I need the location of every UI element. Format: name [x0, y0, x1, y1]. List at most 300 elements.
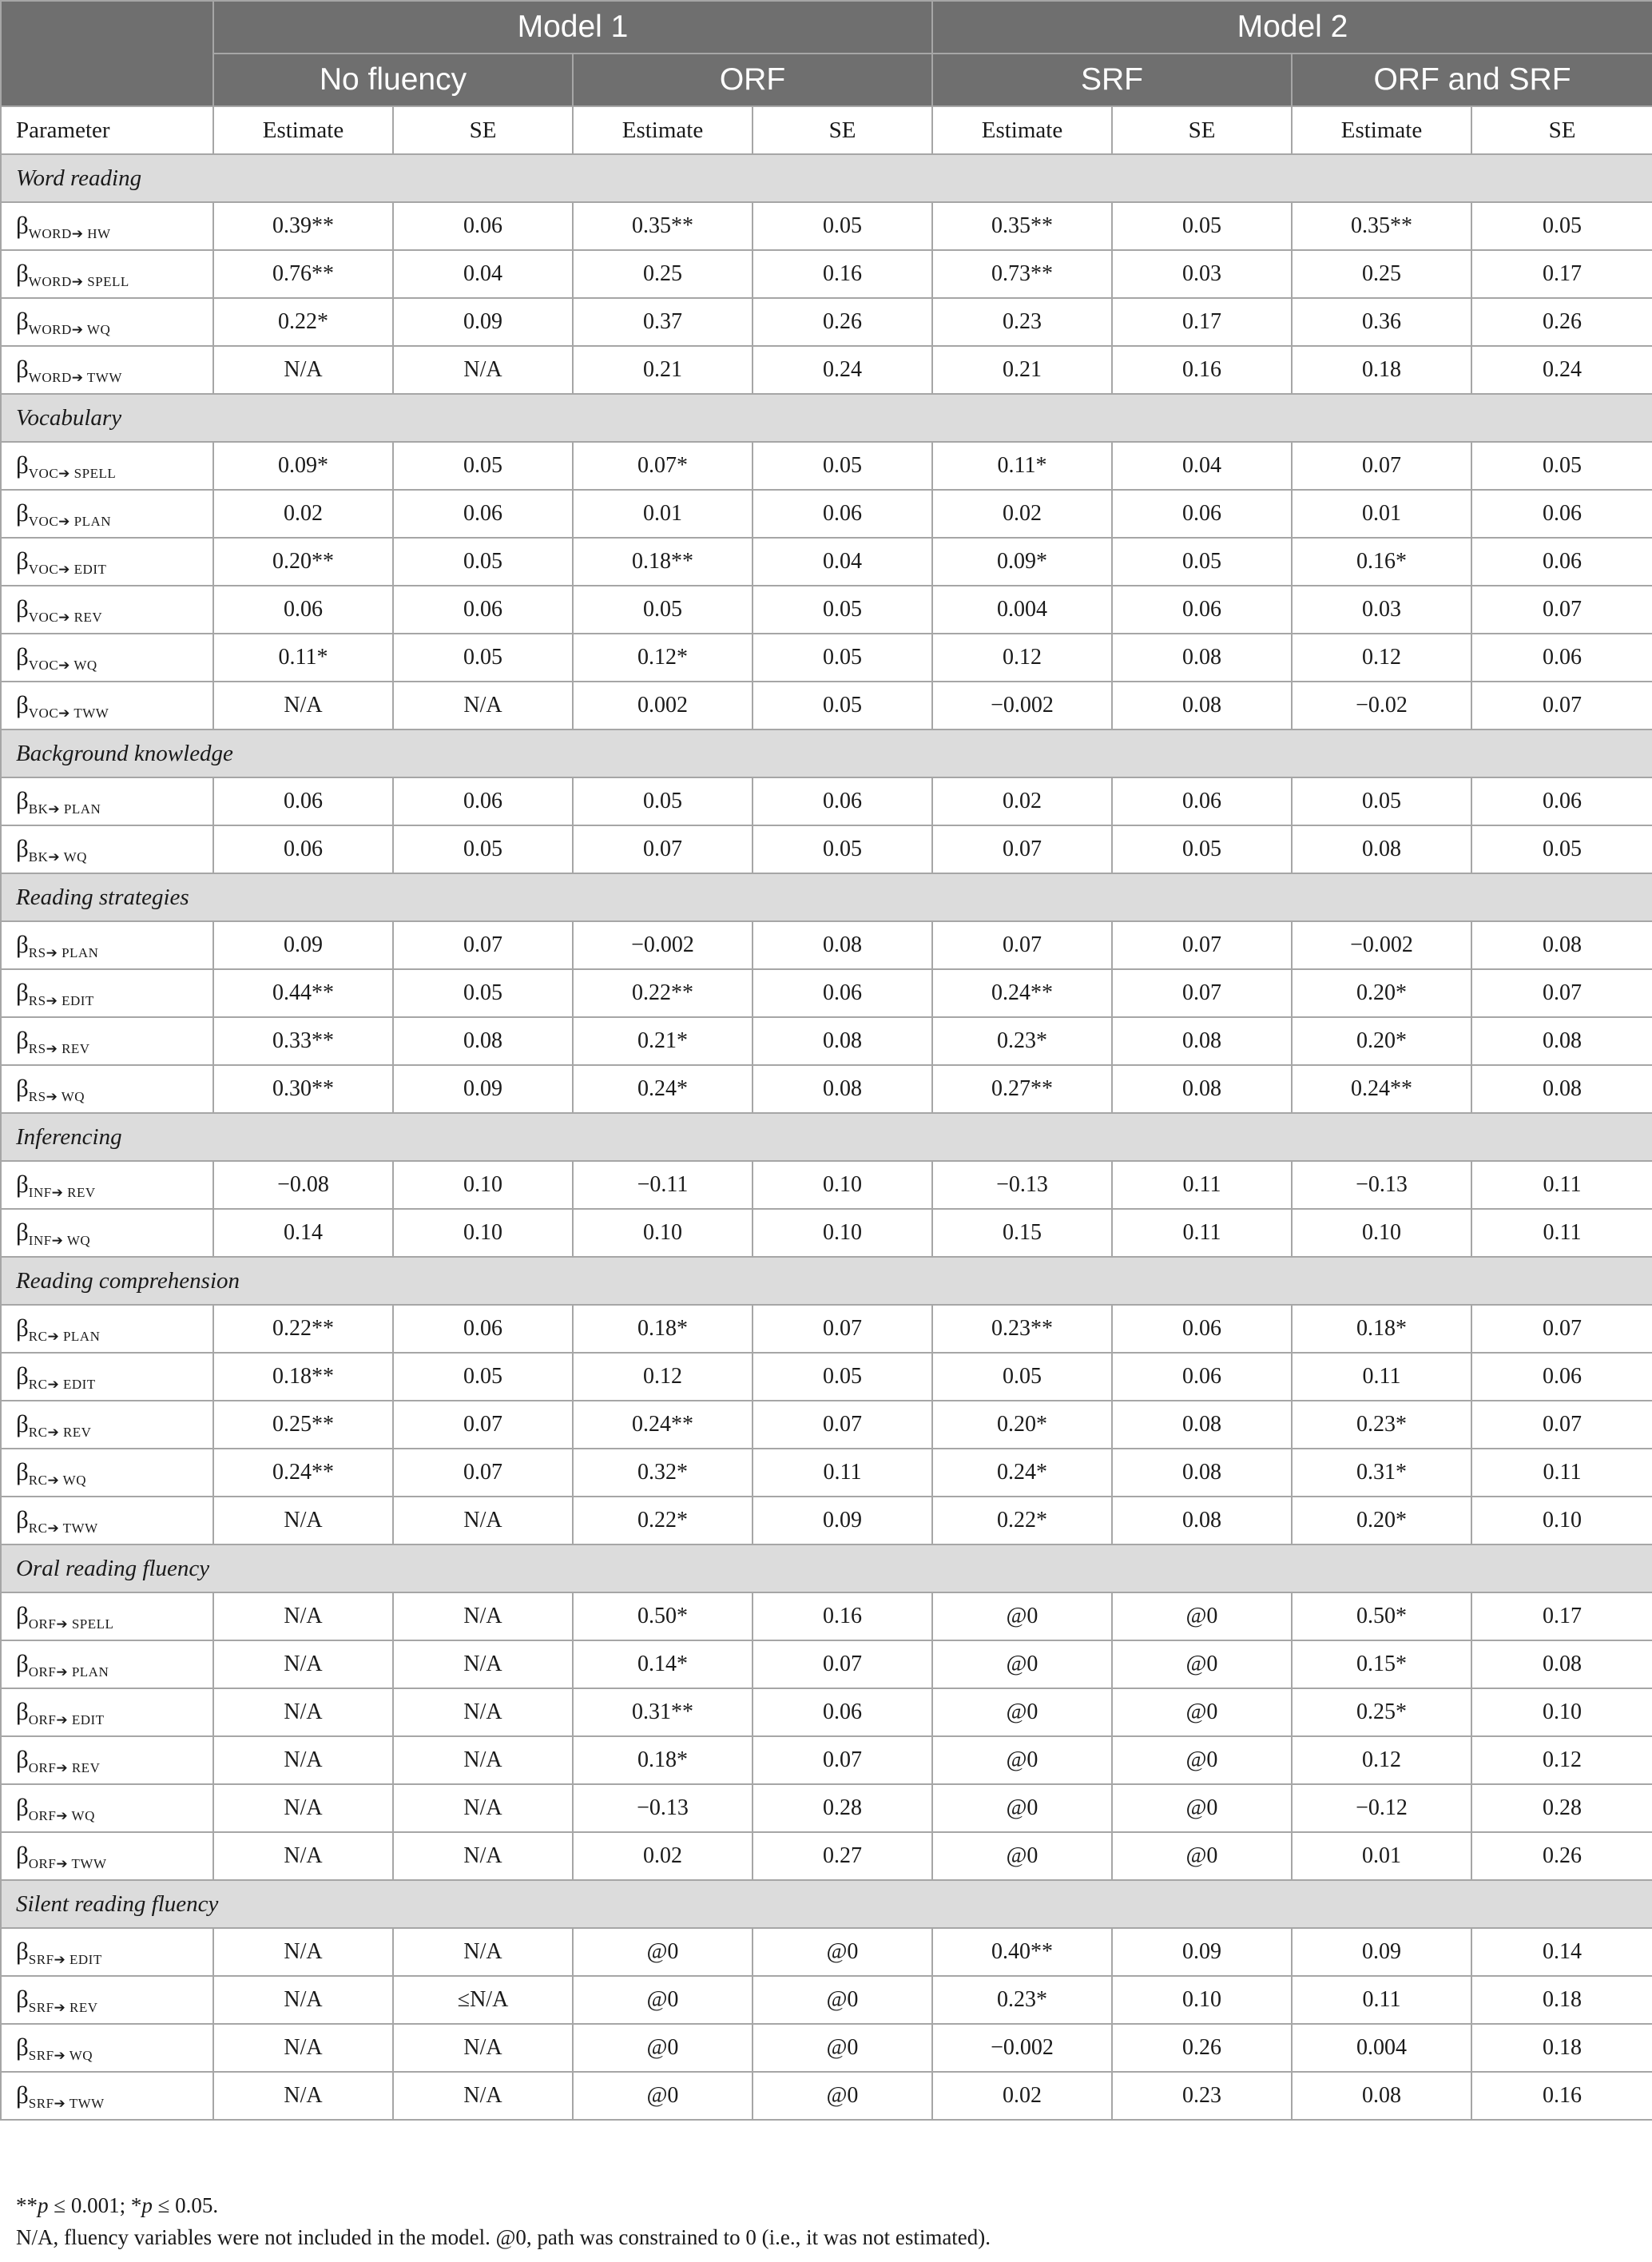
se-cell: 0.05 — [393, 538, 573, 586]
parameter-cell — [1, 634, 213, 682]
se-cell: @0 — [1112, 1640, 1292, 1688]
estimate-cell: 0.23 — [932, 298, 1112, 346]
se-cell: 0.07 — [1471, 1401, 1652, 1449]
section-row — [1, 1257, 1652, 1305]
beta-symbol: β — [16, 546, 29, 574]
table-row — [1, 2024, 1652, 2072]
model2-header: Model 2 — [932, 1, 1652, 54]
estimate-cell: −0.002 — [932, 2024, 1112, 2072]
path-subscript: SRF➔ EDIT — [28, 1951, 102, 1967]
path-subscript: ORF➔ PLAN — [28, 1664, 109, 1680]
se-cell: 0.08 — [393, 1017, 573, 1065]
se-cell: 0.10 — [1112, 1976, 1292, 2024]
estimate-cell: 0.39** — [213, 202, 393, 250]
estimate-cell: N/A — [213, 346, 393, 394]
parameter-cell — [1, 1065, 213, 1113]
beta-symbol: β — [16, 2080, 29, 2109]
path-subscript: SRF➔ TWW — [28, 2095, 105, 2111]
table-row — [1, 1688, 1652, 1736]
table-row — [1, 586, 1652, 634]
table-row — [1, 1449, 1652, 1497]
se-cell: 0.07 — [753, 1401, 932, 1449]
parameter-cell — [1, 1928, 213, 1976]
se-cell: N/A — [393, 1832, 573, 1880]
path-subscript: RC➔ REV — [28, 1424, 92, 1440]
parameter-cell — [1, 1736, 213, 1784]
beta-symbol: β — [16, 1409, 29, 1437]
se-cell: N/A — [393, 1640, 573, 1688]
se-cell: 0.09 — [753, 1497, 932, 1544]
section-row — [1, 394, 1652, 442]
se-cell: 0.06 — [1112, 777, 1292, 825]
estimate-cell: 0.12 — [1292, 1736, 1471, 1784]
estimate-cell: 0.02 — [932, 2072, 1112, 2120]
estimate-cell: −0.002 — [573, 921, 753, 969]
se-cell: 0.12 — [1471, 1736, 1652, 1784]
section-title: Reading comprehension — [1, 1257, 1652, 1305]
beta-symbol: β — [16, 1744, 29, 1773]
estimate-cell: −0.13 — [573, 1784, 753, 1832]
se-cell: 0.05 — [753, 586, 932, 634]
parameter-cell — [1, 1976, 213, 2024]
se-cell: 0.05 — [753, 442, 932, 490]
estimate-cell: 0.10 — [573, 1209, 753, 1257]
estimate-cell: 0.12 — [573, 1353, 753, 1401]
estimate-header: Estimate — [213, 106, 393, 154]
section-title: Silent reading fluency — [1, 1880, 1652, 1928]
se-cell: 0.06 — [393, 1305, 573, 1353]
estimate-cell: 0.23* — [1292, 1401, 1471, 1449]
estimate-cell: 0.22* — [213, 298, 393, 346]
se-cell: 0.26 — [753, 298, 932, 346]
estimate-cell: −0.11 — [573, 1161, 753, 1209]
se-cell: N/A — [393, 1928, 573, 1976]
estimate-cell: N/A — [213, 2072, 393, 2120]
estimate-cell: N/A — [213, 1736, 393, 1784]
se-cell: @0 — [1112, 1736, 1292, 1784]
se-cell: 0.05 — [1471, 825, 1652, 873]
se-cell: ≤N/A — [393, 1976, 573, 2024]
se-cell: 0.06 — [393, 202, 573, 250]
estimate-cell: 0.004 — [1292, 2024, 1471, 2072]
estimate-cell: −0.13 — [932, 1161, 1112, 1209]
se-cell: 0.11 — [1471, 1209, 1652, 1257]
se-cell: 0.06 — [1112, 586, 1292, 634]
estimate-cell: N/A — [213, 1497, 393, 1544]
se-cell: 0.07 — [753, 1305, 932, 1353]
table-row — [1, 1736, 1652, 1784]
table-row — [1, 969, 1652, 1017]
estimate-cell: 0.30** — [213, 1065, 393, 1113]
section-row — [1, 729, 1652, 777]
estimate-cell: 0.11* — [213, 634, 393, 682]
estimate-cell: 0.16* — [1292, 538, 1471, 586]
se-cell: 0.08 — [1112, 1065, 1292, 1113]
estimate-cell: −0.002 — [1292, 921, 1471, 969]
parameter-cell — [1, 298, 213, 346]
se-cell: 0.11 — [1471, 1161, 1652, 1209]
estimate-header: Estimate — [1292, 106, 1471, 154]
se-cell: 0.06 — [393, 586, 573, 634]
se-cell: @0 — [753, 2024, 932, 2072]
estimate-cell: 0.20* — [1292, 1497, 1471, 1544]
estimate-cell: 0.09 — [213, 921, 393, 969]
estimate-header: Estimate — [932, 106, 1112, 154]
estimate-cell: 0.02 — [213, 490, 393, 538]
column-header-row — [1, 106, 1652, 154]
footnote-significance: **p ≤ 0.001; *p ≤ 0.05. — [16, 2193, 219, 2217]
se-cell: 0.16 — [1471, 2072, 1652, 2120]
table-row — [1, 1161, 1652, 1209]
parameter-cell — [1, 1353, 213, 1401]
table-row — [1, 298, 1652, 346]
se-cell: 0.06 — [393, 490, 573, 538]
path-subscript: WORD➔ SPELL — [28, 273, 129, 289]
se-cell: 0.10 — [753, 1209, 932, 1257]
estimate-cell: 0.09 — [1292, 1928, 1471, 1976]
table-row — [1, 682, 1652, 729]
estimate-cell: N/A — [213, 1592, 393, 1640]
estimate-cell: 0.20* — [1292, 1017, 1471, 1065]
se-cell: 0.08 — [1471, 921, 1652, 969]
beta-symbol: β — [16, 642, 29, 670]
beta-symbol: β — [16, 1361, 29, 1389]
table-row — [1, 346, 1652, 394]
estimate-cell: 0.18** — [213, 1353, 393, 1401]
estimate-cell: 0.01 — [573, 490, 753, 538]
parameter-cell — [1, 2024, 213, 2072]
se-cell: 0.06 — [1471, 634, 1652, 682]
se-cell: 0.26 — [1112, 2024, 1292, 2072]
estimate-header: Estimate — [573, 106, 753, 154]
table-row — [1, 490, 1652, 538]
parameter-cell — [1, 1017, 213, 1065]
se-cell: 0.09 — [393, 298, 573, 346]
table-row — [1, 442, 1652, 490]
se-cell: N/A — [393, 1497, 573, 1544]
estimate-cell: 0.01 — [1292, 1832, 1471, 1880]
parameter-cell — [1, 202, 213, 250]
se-cell: N/A — [393, 2024, 573, 2072]
estimate-cell: 0.21 — [573, 346, 753, 394]
se-cell: 0.28 — [753, 1784, 932, 1832]
estimate-cell: 0.02 — [932, 777, 1112, 825]
estimate-cell: 0.20* — [932, 1401, 1112, 1449]
beta-symbol: β — [16, 1600, 29, 1629]
beta-symbol: β — [16, 306, 29, 335]
estimate-cell: 0.14 — [213, 1209, 393, 1257]
se-cell: 0.06 — [753, 777, 932, 825]
estimate-cell: 0.20** — [213, 538, 393, 586]
table-row — [1, 1784, 1652, 1832]
estimate-cell: 0.21 — [932, 346, 1112, 394]
estimate-cell: 0.05 — [1292, 777, 1471, 825]
estimate-cell: @0 — [932, 1688, 1112, 1736]
beta-symbol: β — [16, 1025, 29, 1054]
beta-symbol: β — [16, 1840, 29, 1869]
beta-symbol: β — [16, 1696, 29, 1725]
section-title: Inferencing — [1, 1113, 1652, 1161]
se-cell: 0.09 — [1112, 1928, 1292, 1976]
se-cell: @0 — [753, 1976, 932, 2024]
se-cell: 0.07 — [393, 1401, 573, 1449]
se-header: SE — [753, 106, 932, 154]
path-subscript: VOC➔ EDIT — [28, 561, 107, 577]
estimate-cell: 0.35** — [573, 202, 753, 250]
se-cell: N/A — [393, 346, 573, 394]
se-cell: 0.05 — [393, 442, 573, 490]
estimate-cell: 0.35** — [1292, 202, 1471, 250]
estimate-cell: 0.07 — [573, 825, 753, 873]
section-title: Oral reading fluency — [1, 1544, 1652, 1592]
footnote-abbreviations: N/A, fluency variables were not included in the model. @0, path was constrained to 0 (i.e., it was not estimated). — [16, 2225, 991, 2249]
estimate-cell: 0.07 — [1292, 442, 1471, 490]
beta-symbol: β — [16, 1217, 29, 1246]
se-cell: 0.16 — [753, 250, 932, 298]
estimate-cell: 0.24* — [573, 1065, 753, 1113]
path-subscript: VOC➔ SPELL — [28, 465, 117, 481]
estimate-cell: 0.15* — [1292, 1640, 1471, 1688]
estimate-cell: 0.06 — [213, 825, 393, 873]
se-cell: 0.17 — [1471, 1592, 1652, 1640]
path-subscript: RC➔ PLAN — [28, 1328, 101, 1344]
table-row — [1, 1353, 1652, 1401]
se-cell: 0.07 — [753, 1736, 932, 1784]
estimate-cell: 0.33** — [213, 1017, 393, 1065]
se-cell: @0 — [1112, 1688, 1292, 1736]
se-cell: N/A — [393, 2072, 573, 2120]
path-subscript: VOC➔ REV — [28, 609, 103, 625]
se-cell: 0.08 — [1112, 1449, 1292, 1497]
se-cell: 0.07 — [393, 921, 573, 969]
se-cell: 0.26 — [1471, 298, 1652, 346]
path-subscript: VOC➔ WQ — [28, 657, 97, 673]
se-cell: N/A — [393, 1592, 573, 1640]
estimate-cell: 0.05 — [573, 586, 753, 634]
se-cell: 0.08 — [753, 1065, 932, 1113]
estimate-cell: 0.31** — [573, 1688, 753, 1736]
beta-symbol: β — [16, 1984, 29, 2013]
beta-symbol: β — [16, 929, 29, 958]
se-cell: 0.08 — [1112, 1497, 1292, 1544]
se-cell: 0.10 — [1471, 1688, 1652, 1736]
group-header-row — [1, 54, 1652, 106]
path-subscript: INF➔ REV — [28, 1184, 96, 1200]
se-cell: 0.06 — [753, 490, 932, 538]
estimate-cell: N/A — [213, 2024, 393, 2072]
table-row — [1, 1401, 1652, 1449]
estimate-cell: 0.27** — [932, 1065, 1112, 1113]
se-cell: 0.07 — [1112, 921, 1292, 969]
estimate-cell: 0.02 — [573, 1832, 753, 1880]
path-subscript: WORD➔ HW — [28, 225, 111, 241]
path-subscript: INF➔ WQ — [28, 1232, 91, 1248]
se-cell: 0.05 — [1112, 538, 1292, 586]
se-cell: 0.05 — [1471, 442, 1652, 490]
se-cell: 0.11 — [753, 1449, 932, 1497]
estimate-cell: 0.05 — [932, 1353, 1112, 1401]
parameter-cell — [1, 490, 213, 538]
estimate-cell: 0.31* — [1292, 1449, 1471, 1497]
table-row — [1, 1305, 1652, 1353]
se-cell: 0.05 — [753, 825, 932, 873]
se-cell: @0 — [1112, 1832, 1292, 1880]
section-row — [1, 154, 1652, 202]
section-title: Word reading — [1, 154, 1652, 202]
path-subscript: ORF➔ REV — [28, 1759, 101, 1775]
estimate-cell: 0.18** — [573, 538, 753, 586]
parameter-cell — [1, 1209, 213, 1257]
path-subscript: RS➔ EDIT — [28, 992, 94, 1008]
se-cell: @0 — [1112, 1784, 1292, 1832]
group-header-no-fluency: No fluency — [213, 54, 573, 106]
path-subscript: BK➔ WQ — [28, 849, 87, 865]
se-cell: 0.05 — [753, 202, 932, 250]
path-subscript: RS➔ REV — [28, 1040, 90, 1056]
beta-symbol: β — [16, 1648, 29, 1677]
estimate-cell: −0.08 — [213, 1161, 393, 1209]
estimate-cell: @0 — [932, 1592, 1112, 1640]
se-cell: 0.06 — [1471, 538, 1652, 586]
section-row — [1, 1113, 1652, 1161]
parameter-cell — [1, 777, 213, 825]
estimate-cell: 0.23** — [932, 1305, 1112, 1353]
path-subscript: RC➔ WQ — [28, 1472, 86, 1488]
estimate-cell: 0.09* — [213, 442, 393, 490]
estimate-cell: 0.18 — [1292, 346, 1471, 394]
estimate-cell: 0.22* — [573, 1497, 753, 1544]
se-cell: N/A — [393, 682, 573, 729]
estimate-cell: 0.10 — [1292, 1209, 1471, 1257]
se-cell: 0.07 — [753, 1640, 932, 1688]
se-cell: 0.07 — [1471, 586, 1652, 634]
estimate-cell: 0.12* — [573, 634, 753, 682]
table-row — [1, 1832, 1652, 1880]
path-subscript: WORD➔ TWW — [28, 369, 122, 385]
parameter-cell — [1, 1784, 213, 1832]
estimate-cell: 0.50* — [1292, 1592, 1471, 1640]
parameter-cell — [1, 1449, 213, 1497]
se-cell: 0.17 — [1471, 250, 1652, 298]
estimate-cell: 0.14* — [573, 1640, 753, 1688]
se-cell: 0.28 — [1471, 1784, 1652, 1832]
path-subscript: ORF➔ TWW — [28, 1855, 107, 1871]
estimate-cell: 0.50* — [573, 1592, 753, 1640]
beta-symbol: β — [16, 210, 29, 239]
beta-symbol: β — [16, 354, 29, 383]
estimate-cell: 0.25* — [1292, 1688, 1471, 1736]
estimate-cell: 0.36 — [1292, 298, 1471, 346]
se-cell: 0.11 — [1112, 1209, 1292, 1257]
se-cell: 0.08 — [753, 1017, 932, 1065]
estimate-cell: 0.18* — [1292, 1305, 1471, 1353]
group-header-srf: SRF — [932, 54, 1292, 106]
se-cell: 0.04 — [753, 538, 932, 586]
beta-symbol: β — [16, 1792, 29, 1821]
estimate-cell: 0.002 — [573, 682, 753, 729]
estimate-cell: 0.22* — [932, 1497, 1112, 1544]
se-cell: 0.26 — [1471, 1832, 1652, 1880]
se-cell: 0.14 — [1471, 1928, 1652, 1976]
se-cell: 0.05 — [1112, 202, 1292, 250]
estimate-cell: 0.20* — [1292, 969, 1471, 1017]
beta-symbol: β — [16, 1505, 29, 1533]
table-row — [1, 2072, 1652, 2120]
group-header-orf: ORF — [573, 54, 932, 106]
path-subscript: RS➔ WQ — [28, 1088, 85, 1104]
footnotes — [16, 2189, 1638, 2253]
estimate-cell: 0.18* — [573, 1305, 753, 1353]
estimate-cell: N/A — [213, 1688, 393, 1736]
estimate-cell: 0.37 — [573, 298, 753, 346]
estimate-cell: 0.15 — [932, 1209, 1112, 1257]
section-title: Reading strategies — [1, 873, 1652, 921]
estimate-cell: 0.44** — [213, 969, 393, 1017]
parameter-header: Parameter — [1, 106, 213, 154]
beta-symbol: β — [16, 1457, 29, 1485]
se-cell: 0.05 — [753, 634, 932, 682]
se-cell: 0.07 — [1112, 969, 1292, 1017]
se-cell: N/A — [393, 1784, 573, 1832]
table-row — [1, 538, 1652, 586]
se-cell: @0 — [1112, 1592, 1292, 1640]
path-subscript: BK➔ PLAN — [28, 801, 101, 817]
estimate-cell: 0.32* — [573, 1449, 753, 1497]
se-cell: 0.05 — [1112, 825, 1292, 873]
estimate-cell: @0 — [932, 1832, 1112, 1880]
se-cell: 0.04 — [1112, 442, 1292, 490]
se-cell: 0.08 — [1112, 1401, 1292, 1449]
parameter-cell — [1, 1688, 213, 1736]
estimate-cell: @0 — [573, 1928, 753, 1976]
se-cell: 0.08 — [753, 921, 932, 969]
estimate-cell: 0.25 — [1292, 250, 1471, 298]
section-row — [1, 873, 1652, 921]
estimate-cell: 0.09* — [932, 538, 1112, 586]
se-cell: 0.06 — [753, 1688, 932, 1736]
se-cell: 0.08 — [1112, 634, 1292, 682]
beta-symbol: β — [16, 977, 29, 1006]
estimate-cell: N/A — [213, 1928, 393, 1976]
estimate-cell: −0.12 — [1292, 1784, 1471, 1832]
beta-symbol: β — [16, 1073, 29, 1102]
beta-symbol: β — [16, 2032, 29, 2061]
se-cell: 0.05 — [393, 825, 573, 873]
se-cell: 0.11 — [1471, 1449, 1652, 1497]
se-cell: 0.05 — [393, 634, 573, 682]
estimate-cell: 0.11* — [932, 442, 1112, 490]
estimate-cell: −0.13 — [1292, 1161, 1471, 1209]
table-row — [1, 202, 1652, 250]
estimate-cell: 0.07 — [932, 825, 1112, 873]
se-header: SE — [393, 106, 573, 154]
table-body — [1, 154, 1652, 2120]
estimate-cell: 0.24* — [932, 1449, 1112, 1497]
path-subscript: ORF➔ SPELL — [28, 1616, 114, 1632]
estimate-cell: N/A — [213, 1784, 393, 1832]
estimate-cell: 0.06 — [213, 777, 393, 825]
estimate-cell: 0.18* — [573, 1736, 753, 1784]
se-cell: 0.10 — [393, 1209, 573, 1257]
se-cell: 0.05 — [753, 682, 932, 729]
se-cell: 0.06 — [1471, 490, 1652, 538]
path-subscript: ORF➔ EDIT — [28, 1711, 105, 1727]
estimate-cell: 0.11 — [1292, 1976, 1471, 2024]
estimate-cell: 0.24** — [573, 1401, 753, 1449]
estimate-cell: 0.07* — [573, 442, 753, 490]
path-subscript: SRF➔ REV — [28, 1999, 98, 2015]
table-row — [1, 1928, 1652, 1976]
